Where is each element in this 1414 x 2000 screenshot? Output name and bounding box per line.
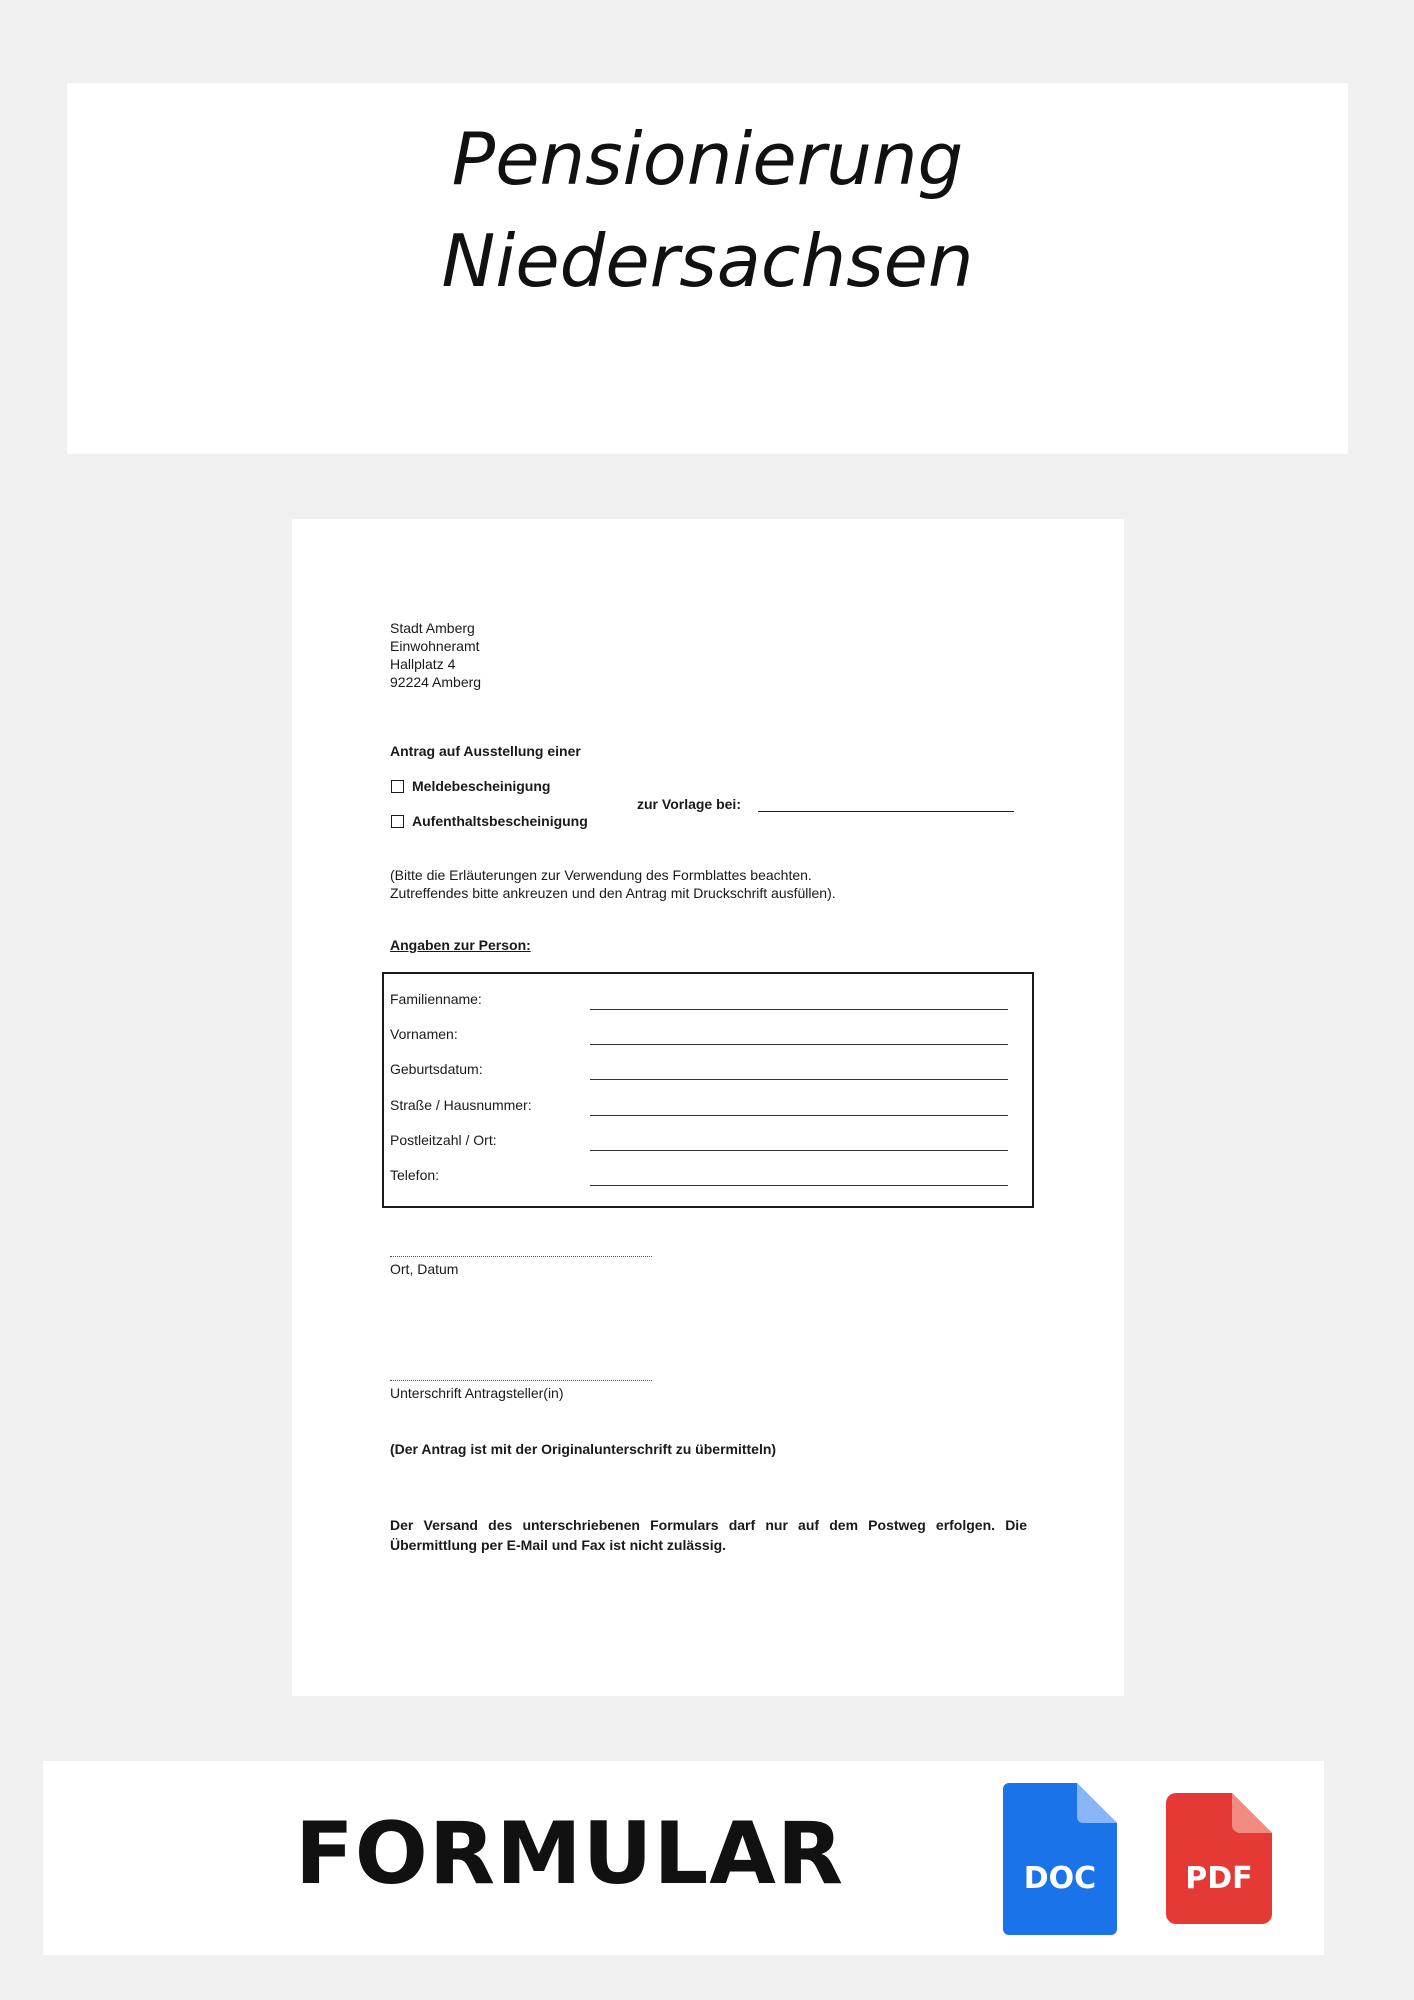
address-line: Stadt Amberg — [390, 620, 475, 636]
signature-label: Unterschrift Antragsteller(in) — [390, 1385, 564, 1401]
title-line-1: Pensionierung — [451, 117, 964, 201]
postcode-label: Postleitzahl / Ort: — [390, 1132, 497, 1148]
address-line: 92224 Amberg — [390, 674, 482, 690]
postcode-input-line[interactable] — [590, 1150, 1008, 1151]
person-row-surname — [390, 991, 1026, 1026]
first-names-label: Vornamen: — [390, 1026, 458, 1042]
person-row-phone — [390, 1167, 1026, 1202]
pdf-file-icon[interactable] — [1166, 1793, 1272, 1924]
title-card — [67, 83, 1348, 454]
surname-input-line[interactable] — [590, 1009, 1008, 1010]
meldebescheinigung-checkbox[interactable] — [391, 780, 404, 793]
title-line-2: Niedersachsen — [441, 219, 974, 303]
footer-card — [43, 1761, 1324, 1955]
person-details-box — [382, 972, 1034, 1208]
note-line-1: (Bitte die Erläuterungen zur Verwendung des Formblattes beachten. — [390, 867, 812, 883]
recipient-address — [390, 619, 481, 691]
pdf-label: PDF — [1185, 1861, 1253, 1896]
phone-label: Telefon: — [390, 1167, 440, 1183]
aufenthaltsbescheinigung-label: Aufenthaltsbescheinigung — [412, 813, 588, 829]
address-line: Einwohneramt — [390, 638, 480, 654]
person-row-postcode — [390, 1132, 1026, 1167]
person-row-street — [390, 1097, 1026, 1132]
surname-label: Familienname: — [390, 991, 482, 1007]
birthdate-label: Geburtsdatum: — [390, 1061, 483, 1077]
shipping-note: Der Versand des unterschriebenen Formulars darf nur auf dem Postweg erfolgen. Die Übermittlung per E-Mail und Fax ist nicht zulässig. — [390, 1517, 1027, 1553]
form-preview — [292, 519, 1124, 1696]
doc-file-icon[interactable] — [1003, 1783, 1117, 1935]
request-heading: Antrag auf Ausstellung einer — [390, 743, 581, 759]
person-heading: Angaben zur Person: — [390, 937, 531, 953]
place-date-line[interactable] — [390, 1256, 652, 1257]
doc-label: DOC — [1023, 1861, 1097, 1896]
street-label: Straße / Hausnummer: — [390, 1097, 532, 1113]
submission-line[interactable] — [758, 811, 1014, 812]
signature-line[interactable] — [390, 1380, 652, 1381]
address-line: Hallplatz 4 — [390, 656, 456, 672]
person-row-first-names — [390, 1026, 1026, 1061]
original-signature-note: (Der Antrag ist mit der Originalunterschrift zu übermitteln) — [390, 1441, 777, 1457]
footer-label: FORMULAR — [295, 1804, 845, 1904]
doc-file-shape — [1003, 1783, 1117, 1935]
note-line-2: Zutreffendes bitte ankreuzen und den Antrag mit Druckschrift ausfüllen). — [390, 885, 836, 901]
person-row-birthdate — [390, 1061, 1026, 1096]
phone-input-line[interactable] — [590, 1185, 1008, 1186]
pdf-file-shape — [1166, 1793, 1272, 1924]
meldebescheinigung-label: Meldebescheinigung — [412, 778, 551, 794]
place-date-label: Ort, Datum — [390, 1261, 459, 1277]
birthdate-input-line[interactable] — [590, 1079, 1008, 1080]
street-input-line[interactable] — [590, 1115, 1008, 1116]
first-names-input-line[interactable] — [590, 1044, 1008, 1045]
aufenthaltsbescheinigung-checkbox[interactable] — [391, 815, 404, 828]
submission-label: zur Vorlage bei: — [637, 796, 741, 812]
